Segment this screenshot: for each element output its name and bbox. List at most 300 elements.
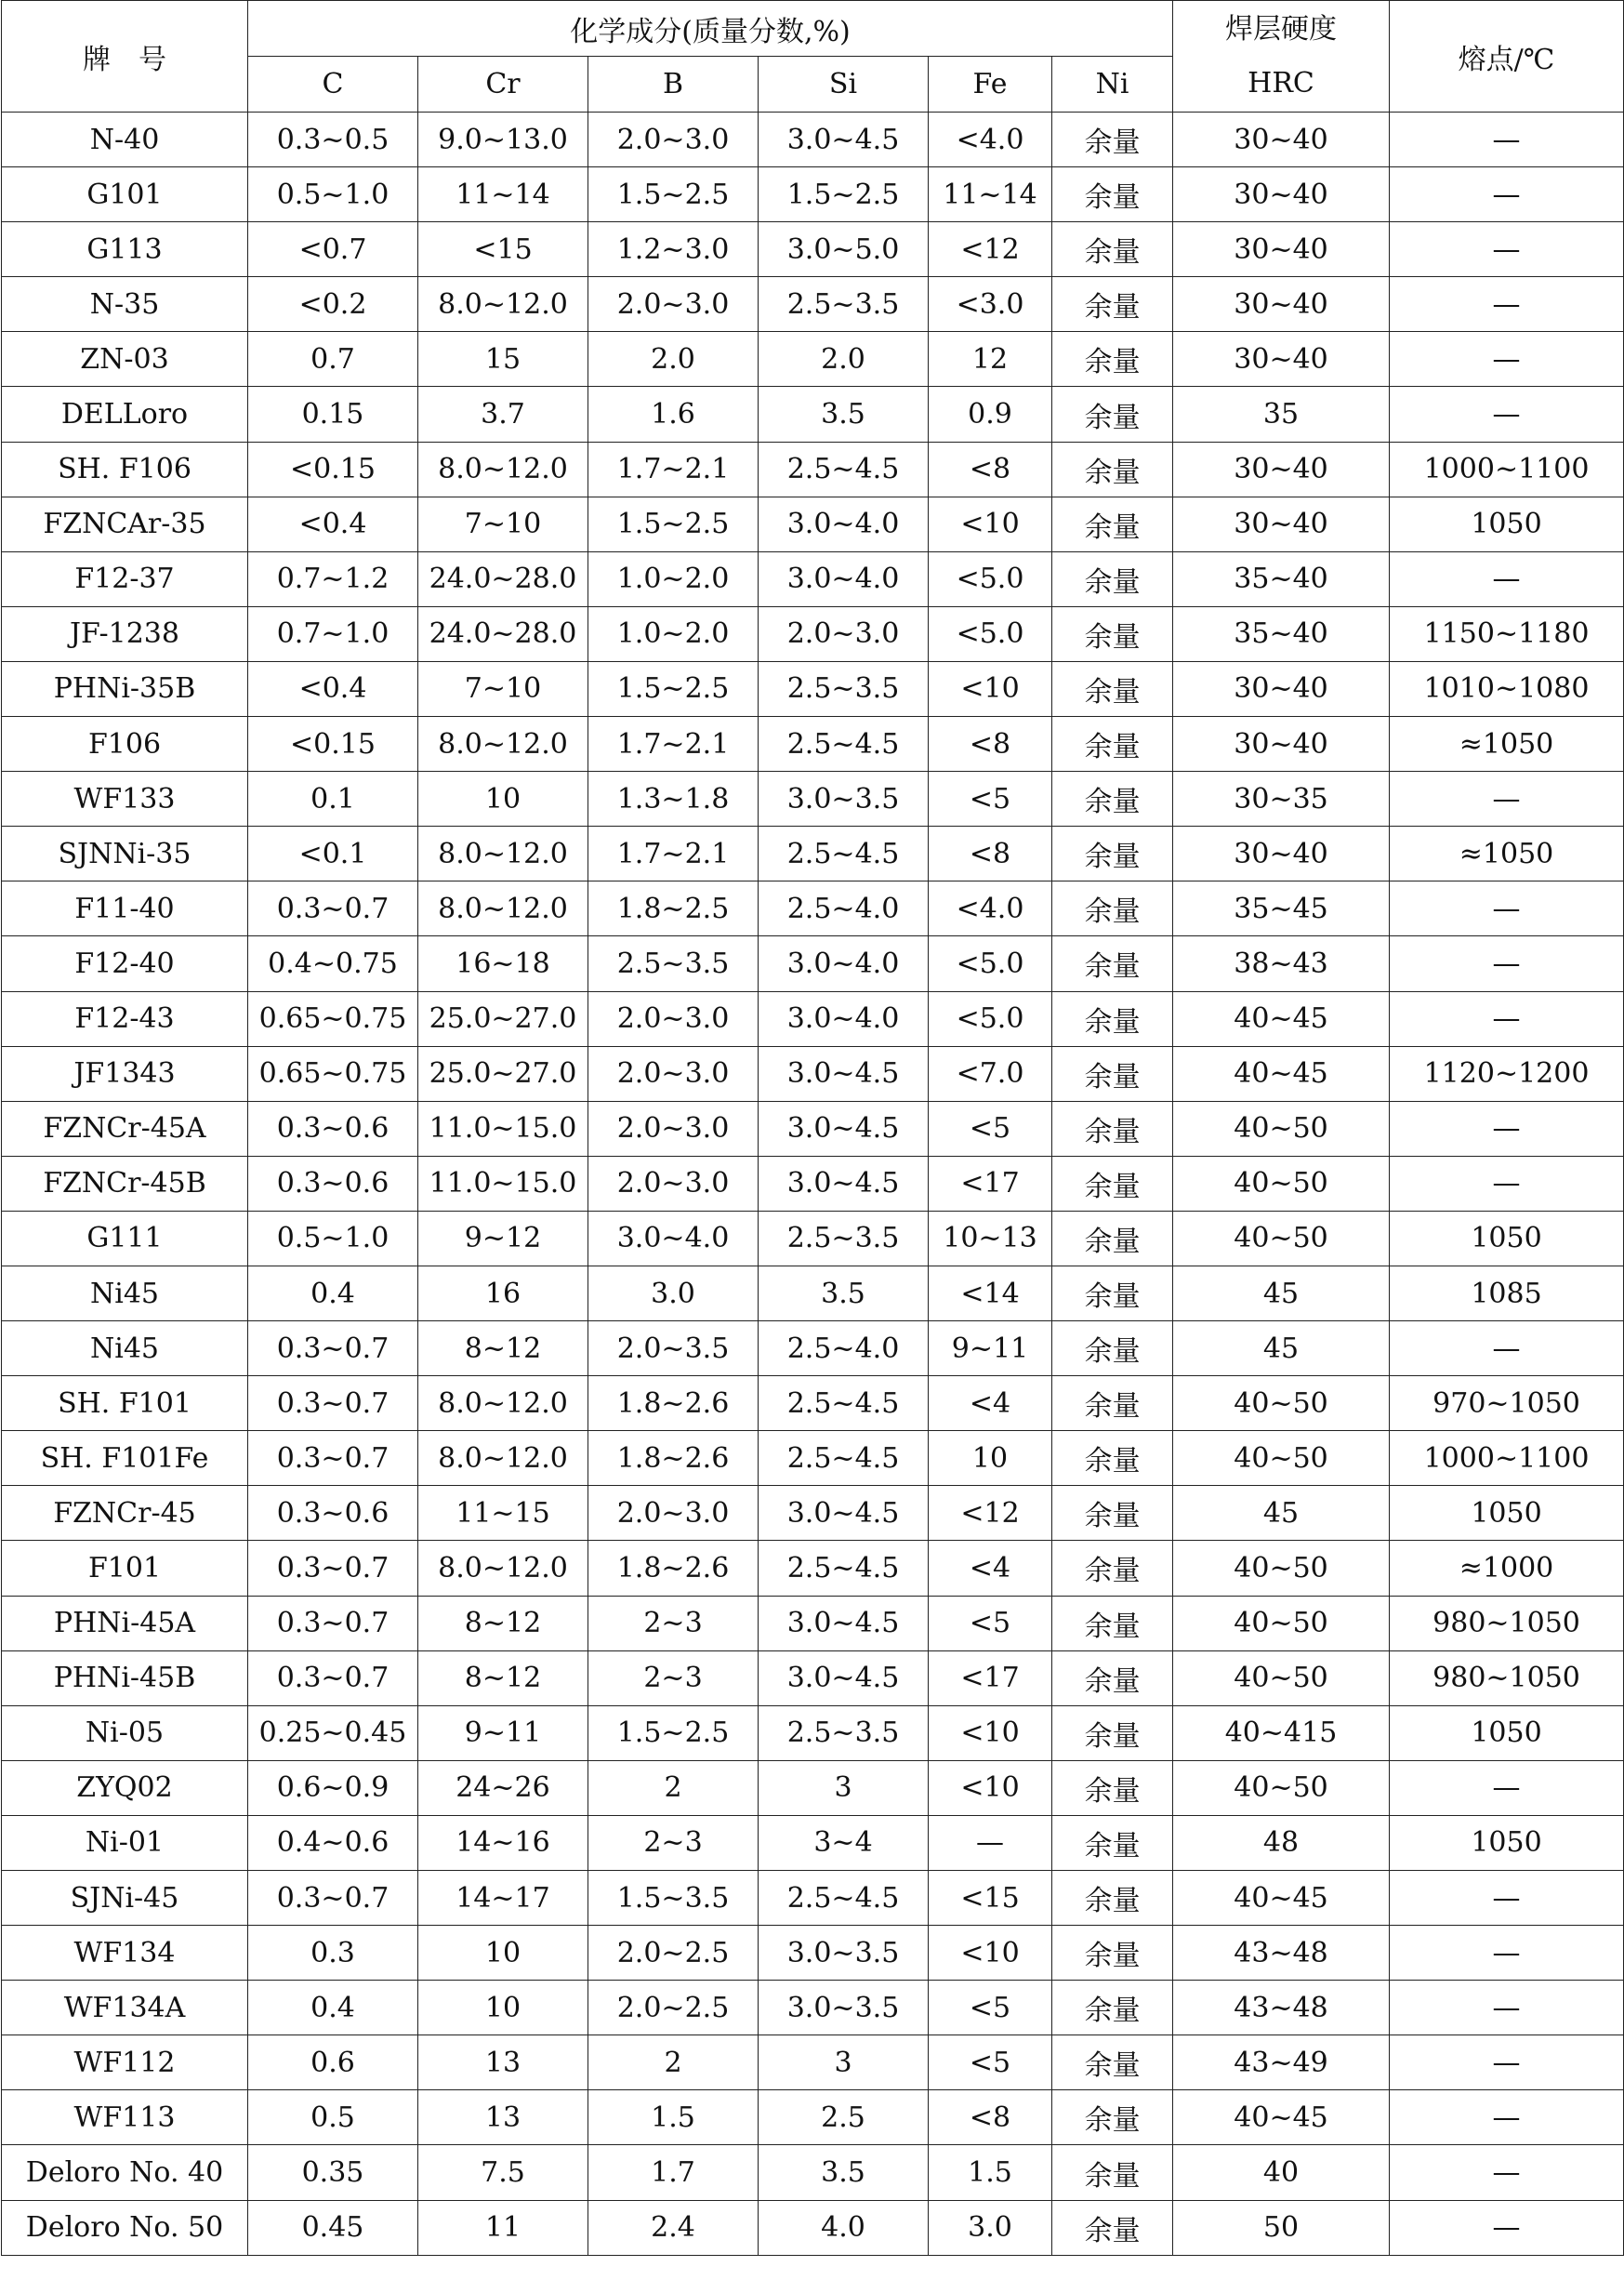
silicon-cell: 1.5~2.5: [759, 167, 929, 222]
carbon-cell: <0.4: [248, 661, 418, 716]
boron-cell: 1.7: [588, 2145, 759, 2200]
table-row: [2, 1871, 1624, 1926]
melting-point-cell: —: [1390, 277, 1624, 332]
hardness-cell: 40~45: [1173, 991, 1390, 1046]
hardness-cell: 40~50: [1173, 1541, 1390, 1596]
boron-cell: 1.2~3.0: [588, 222, 759, 277]
boron-cell: 1.8~2.6: [588, 1431, 759, 1486]
boron-cell: 2~3: [588, 1596, 759, 1650]
hardness-cell: 40~45: [1173, 1046, 1390, 1101]
melting-point-cell: —: [1390, 2035, 1624, 2090]
table-row: [2, 1486, 1624, 1541]
grade-cell: PHNi-45A: [2, 1596, 248, 1650]
grade-cell: FZNCr-45A: [2, 1101, 248, 1156]
iron-cell: 11~14: [929, 167, 1052, 222]
hardness-cell: 40~50: [1173, 1431, 1390, 1486]
iron-cell: <5: [929, 1981, 1052, 2035]
nickel-cell: 余量: [1052, 1705, 1173, 1760]
table-row: [2, 332, 1624, 387]
iron-cell: <8: [929, 442, 1052, 497]
nickel-cell: 余量: [1052, 167, 1173, 222]
melting-point-cell: 1085: [1390, 1266, 1624, 1320]
grade-cell: FZNCr-45: [2, 1486, 248, 1541]
alloy-composition-table: [1, 0, 1624, 2256]
iron-cell: <4.0: [929, 113, 1052, 167]
chromium-cell: 8.0~12.0: [418, 1376, 588, 1431]
boron-cell: 1.5~3.5: [588, 1871, 759, 1926]
hardness-cell: 30~40: [1173, 497, 1390, 551]
silicon-cell: 2.5~4.5: [759, 717, 929, 772]
table-row: [2, 1431, 1624, 1486]
melting-point-column-header: 熔点/℃: [1390, 1, 1624, 113]
table-row: [2, 2200, 1624, 2255]
nickel-cell: 余量: [1052, 2035, 1173, 2090]
hardness-cell: 40~50: [1173, 1156, 1390, 1211]
table-row: [2, 1156, 1624, 1211]
boron-cell: 2.0~3.0: [588, 113, 759, 167]
silicon-cell: 3.0~4.0: [759, 991, 929, 1046]
chromium-cell: 14~16: [418, 1815, 588, 1870]
hardness-cell: 40~50: [1173, 1760, 1390, 1815]
silicon-cell: 3.5: [759, 1266, 929, 1320]
grade-cell: SH. F101: [2, 1376, 248, 1431]
grade-cell: Ni-05: [2, 1705, 248, 1760]
table-row: [2, 1376, 1624, 1431]
boron-cell: 2.0~3.5: [588, 1321, 759, 1376]
silicon-cell: 3.0~4.5: [759, 1486, 929, 1541]
boron-cell: 3.0~4.0: [588, 1211, 759, 1266]
hardness-cell: 30~40: [1173, 717, 1390, 772]
carbon-cell: 0.3: [248, 1926, 418, 1981]
grade-cell: ZN-03: [2, 332, 248, 387]
grade-cell: WF133: [2, 772, 248, 827]
chromium-cell: 11~15: [418, 1486, 588, 1541]
chromium-cell: 8.0~12.0: [418, 827, 588, 881]
melting-point-cell: —: [1390, 991, 1624, 1046]
iron-cell: <4: [929, 1541, 1052, 1596]
hardness-cell: 45: [1173, 1321, 1390, 1376]
carbon-cell: <0.4: [248, 497, 418, 551]
iron-cell: <5: [929, 1101, 1052, 1156]
hardness-header-line2: HRC: [1248, 66, 1314, 99]
iron-cell: <10: [929, 1705, 1052, 1760]
silicon-cell: 4.0: [759, 2200, 929, 2255]
chromium-cell: <15: [418, 222, 588, 277]
silicon-cell: 2.0~3.0: [759, 606, 929, 661]
carbon-cell: 0.4: [248, 1266, 418, 1320]
chromium-cell: 13: [418, 2035, 588, 2090]
hardness-cell: 30~40: [1173, 113, 1390, 167]
hardness-cell: 30~40: [1173, 442, 1390, 497]
iron-cell: <5: [929, 2035, 1052, 2090]
hardness-cell: 35~40: [1173, 551, 1390, 606]
chromium-cell: 24~26: [418, 1760, 588, 1815]
boron-cell: 2.0~3.0: [588, 991, 759, 1046]
element-header-cr: Cr: [418, 57, 588, 113]
grade-cell: SH. F106: [2, 442, 248, 497]
grade-cell: ZYQ02: [2, 1760, 248, 1815]
grade-cell: DELLoro: [2, 387, 248, 442]
hardness-cell: 30~40: [1173, 332, 1390, 387]
nickel-cell: 余量: [1052, 1376, 1173, 1431]
iron-cell: 3.0: [929, 2200, 1052, 2255]
grade-cell: WF134A: [2, 1981, 248, 2035]
grade-cell: JF-1238: [2, 606, 248, 661]
silicon-cell: 3.5: [759, 2145, 929, 2200]
nickel-cell: 余量: [1052, 881, 1173, 936]
carbon-cell: 0.7~1.0: [248, 606, 418, 661]
hardness-cell: 43~48: [1173, 1926, 1390, 1981]
nickel-cell: 余量: [1052, 1486, 1173, 1541]
grade-cell: F101: [2, 1541, 248, 1596]
melting-point-cell: —: [1390, 1760, 1624, 1815]
grade-cell: WF113: [2, 2090, 248, 2145]
table-row: [2, 442, 1624, 497]
hardness-column-header: [1173, 1, 1390, 113]
table-row: [2, 772, 1624, 827]
iron-cell: <8: [929, 827, 1052, 881]
melting-point-cell: ≈1050: [1390, 827, 1624, 881]
melting-point-cell: —: [1390, 772, 1624, 827]
table-row: [2, 2145, 1624, 2200]
carbon-cell: 0.3~0.7: [248, 1376, 418, 1431]
table-row: [2, 277, 1624, 332]
melting-point-cell: 1000~1100: [1390, 442, 1624, 497]
iron-cell: 10: [929, 1431, 1052, 1486]
boron-cell: 2.4: [588, 2200, 759, 2255]
carbon-cell: 0.3~0.6: [248, 1156, 418, 1211]
table-row: [2, 1705, 1624, 1760]
chromium-cell: 8.0~12.0: [418, 881, 588, 936]
chromium-cell: 7~10: [418, 661, 588, 716]
silicon-cell: 3.0~4.0: [759, 497, 929, 551]
table-row: [2, 661, 1624, 716]
melting-point-cell: —: [1390, 2200, 1624, 2255]
nickel-cell: 余量: [1052, 332, 1173, 387]
iron-cell: <14: [929, 1266, 1052, 1320]
melting-point-cell: —: [1390, 332, 1624, 387]
carbon-cell: 0.65~0.75: [248, 991, 418, 1046]
carbon-cell: <0.15: [248, 442, 418, 497]
melting-point-cell: 1050: [1390, 1815, 1624, 1870]
nickel-cell: 余量: [1052, 113, 1173, 167]
hardness-cell: 30~40: [1173, 277, 1390, 332]
silicon-cell: 2.5~4.5: [759, 1541, 929, 1596]
table-row: [2, 1321, 1624, 1376]
grade-cell: FZNCAr-35: [2, 497, 248, 551]
silicon-cell: 3~4: [759, 1815, 929, 1870]
silicon-cell: 2.0: [759, 332, 929, 387]
carbon-cell: 0.4~0.6: [248, 1815, 418, 1870]
grade-cell: PHNi-45B: [2, 1650, 248, 1705]
chromium-cell: 8.0~12.0: [418, 1431, 588, 1486]
boron-cell: 2.5~3.5: [588, 936, 759, 991]
grade-cell: G111: [2, 1211, 248, 1266]
table-row: [2, 881, 1624, 936]
silicon-cell: 3.0~4.5: [759, 1046, 929, 1101]
boron-cell: 1.6: [588, 387, 759, 442]
boron-cell: 1.5~2.5: [588, 661, 759, 716]
grade-cell: F11-40: [2, 881, 248, 936]
iron-cell: 12: [929, 332, 1052, 387]
chromium-cell: 8~12: [418, 1321, 588, 1376]
nickel-cell: 余量: [1052, 936, 1173, 991]
chromium-cell: 25.0~27.0: [418, 991, 588, 1046]
table-row: [2, 387, 1624, 442]
hardness-cell: 48: [1173, 1815, 1390, 1870]
grade-cell: N-40: [2, 113, 248, 167]
hardness-cell: 40~50: [1173, 1376, 1390, 1431]
iron-cell: <5.0: [929, 936, 1052, 991]
iron-cell: <12: [929, 222, 1052, 277]
table-row: [2, 1926, 1624, 1981]
boron-cell: 1.3~1.8: [588, 772, 759, 827]
boron-cell: 2.0~3.0: [588, 1486, 759, 1541]
silicon-cell: 2.5~4.5: [759, 442, 929, 497]
nickel-cell: 余量: [1052, 1156, 1173, 1211]
silicon-cell: 2.5~4.0: [759, 1321, 929, 1376]
boron-cell: 2.0: [588, 332, 759, 387]
boron-cell: 2.0~2.5: [588, 1926, 759, 1981]
hardness-cell: 43~48: [1173, 1981, 1390, 2035]
boron-cell: 1.8~2.6: [588, 1376, 759, 1431]
boron-cell: 1.5~2.5: [588, 167, 759, 222]
iron-cell: <17: [929, 1650, 1052, 1705]
table-row: [2, 497, 1624, 551]
silicon-cell: 3.0~4.5: [759, 1101, 929, 1156]
melting-point-cell: 1150~1180: [1390, 606, 1624, 661]
melting-point-cell: —: [1390, 113, 1624, 167]
boron-cell: 2.0~3.0: [588, 1156, 759, 1211]
silicon-cell: 3.0~4.5: [759, 1650, 929, 1705]
chromium-cell: 11.0~15.0: [418, 1101, 588, 1156]
iron-cell: <8: [929, 2090, 1052, 2145]
table-row: [2, 1981, 1624, 2035]
boron-cell: 1.7~2.1: [588, 442, 759, 497]
nickel-cell: 余量: [1052, 442, 1173, 497]
chromium-cell: 14~17: [418, 1871, 588, 1926]
hardness-cell: 40~45: [1173, 1871, 1390, 1926]
boron-cell: 2: [588, 1760, 759, 1815]
chromium-cell: 10: [418, 1981, 588, 2035]
boron-cell: 1.7~2.1: [588, 717, 759, 772]
nickel-cell: 余量: [1052, 1321, 1173, 1376]
carbon-cell: 0.6: [248, 2035, 418, 2090]
melting-point-cell: —: [1390, 1871, 1624, 1926]
silicon-cell: 3: [759, 2035, 929, 2090]
chromium-cell: 9~12: [418, 1211, 588, 1266]
carbon-cell: 0.3~0.7: [248, 1596, 418, 1650]
table-row: [2, 1046, 1624, 1101]
boron-cell: 2.0~2.5: [588, 1981, 759, 2035]
carbon-cell: 0.5: [248, 2090, 418, 2145]
melting-point-cell: —: [1390, 2145, 1624, 2200]
nickel-cell: 余量: [1052, 2200, 1173, 2255]
chromium-cell: 10: [418, 1926, 588, 1981]
chromium-cell: 15: [418, 332, 588, 387]
carbon-cell: <0.15: [248, 717, 418, 772]
hardness-cell: 40~50: [1173, 1596, 1390, 1650]
chromium-cell: 8.0~12.0: [418, 717, 588, 772]
nickel-cell: 余量: [1052, 1926, 1173, 1981]
iron-cell: —: [929, 1815, 1052, 1870]
silicon-cell: 3: [759, 1760, 929, 1815]
grade-cell: SH. F101Fe: [2, 1431, 248, 1486]
grade-cell: G113: [2, 222, 248, 277]
melting-point-cell: —: [1390, 387, 1624, 442]
nickel-cell: 余量: [1052, 661, 1173, 716]
iron-cell: <15: [929, 1871, 1052, 1926]
carbon-cell: 0.15: [248, 387, 418, 442]
chromium-cell: 8.0~12.0: [418, 1541, 588, 1596]
melting-point-cell: 980~1050: [1390, 1650, 1624, 1705]
table-row: [2, 167, 1624, 222]
boron-cell: 3.0: [588, 1266, 759, 1320]
grade-cell: N-35: [2, 277, 248, 332]
chromium-cell: 8~12: [418, 1650, 588, 1705]
boron-cell: 2~3: [588, 1815, 759, 1870]
silicon-cell: 2.5~3.5: [759, 661, 929, 716]
carbon-cell: <0.2: [248, 277, 418, 332]
chromium-cell: 9~11: [418, 1705, 588, 1760]
nickel-cell: 余量: [1052, 827, 1173, 881]
nickel-cell: 余量: [1052, 1596, 1173, 1650]
hardness-cell: 30~40: [1173, 222, 1390, 277]
boron-cell: 1.5~2.5: [588, 1705, 759, 1760]
grade-cell: FZNCr-45B: [2, 1156, 248, 1211]
nickel-cell: 余量: [1052, 222, 1173, 277]
iron-cell: <10: [929, 1926, 1052, 1981]
boron-cell: 1.8~2.5: [588, 881, 759, 936]
boron-cell: 1.7~2.1: [588, 827, 759, 881]
nickel-cell: 余量: [1052, 1981, 1173, 2035]
carbon-cell: 0.5~1.0: [248, 167, 418, 222]
grade-cell: Deloro No. 40: [2, 2145, 248, 2200]
carbon-cell: 0.3~0.5: [248, 113, 418, 167]
hardness-cell: 35: [1173, 387, 1390, 442]
melting-point-cell: 1050: [1390, 497, 1624, 551]
boron-cell: 1.0~2.0: [588, 551, 759, 606]
chromium-cell: 25.0~27.0: [418, 1046, 588, 1101]
chromium-cell: 8~12: [418, 1596, 588, 1650]
chromium-cell: 11: [418, 2200, 588, 2255]
carbon-cell: 0.5~1.0: [248, 1211, 418, 1266]
hardness-cell: 43~49: [1173, 2035, 1390, 2090]
chromium-cell: 16~18: [418, 936, 588, 991]
grade-cell: F12-40: [2, 936, 248, 991]
chromium-cell: 8.0~12.0: [418, 277, 588, 332]
iron-cell: <3.0: [929, 277, 1052, 332]
chromium-cell: 7~10: [418, 497, 588, 551]
grade-cell: Ni45: [2, 1266, 248, 1320]
boron-cell: 2~3: [588, 1650, 759, 1705]
melting-point-cell: 1120~1200: [1390, 1046, 1624, 1101]
element-header-ni: Ni: [1052, 57, 1173, 113]
table-row: [2, 1101, 1624, 1156]
carbon-cell: 0.6~0.9: [248, 1760, 418, 1815]
melting-point-cell: ≈1000: [1390, 1541, 1624, 1596]
carbon-cell: 0.3~0.7: [248, 1541, 418, 1596]
nickel-cell: 余量: [1052, 1431, 1173, 1486]
carbon-cell: 0.3~0.6: [248, 1486, 418, 1541]
boron-cell: 2.0~3.0: [588, 277, 759, 332]
silicon-cell: 3.0~4.5: [759, 113, 929, 167]
chromium-cell: 8.0~12.0: [418, 442, 588, 497]
grade-column-header: 牌 号: [2, 1, 248, 113]
carbon-cell: 0.4~0.75: [248, 936, 418, 991]
hardness-cell: 30~40: [1173, 661, 1390, 716]
nickel-cell: 余量: [1052, 2145, 1173, 2200]
chromium-cell: 11~14: [418, 167, 588, 222]
melting-point-cell: 1050: [1390, 1486, 1624, 1541]
table-header: [2, 1, 1624, 113]
nickel-cell: 余量: [1052, 1760, 1173, 1815]
iron-cell: <4: [929, 1376, 1052, 1431]
grade-cell: F12-37: [2, 551, 248, 606]
hardness-cell: 45: [1173, 1266, 1390, 1320]
iron-cell: 9~11: [929, 1321, 1052, 1376]
element-header-si: Si: [759, 57, 929, 113]
silicon-cell: 3.0~5.0: [759, 222, 929, 277]
table-row: [2, 222, 1624, 277]
element-header-fe: Fe: [929, 57, 1052, 113]
melting-point-cell: 1010~1080: [1390, 661, 1624, 716]
carbon-cell: 0.7: [248, 332, 418, 387]
boron-cell: 2.0~3.0: [588, 1046, 759, 1101]
element-header-b: B: [588, 57, 759, 113]
nickel-cell: 余量: [1052, 2090, 1173, 2145]
silicon-cell: 2.5~3.5: [759, 277, 929, 332]
grade-cell: F12-43: [2, 991, 248, 1046]
grade-cell: SJNNi-35: [2, 827, 248, 881]
chromium-cell: 7.5: [418, 2145, 588, 2200]
carbon-cell: 0.4: [248, 1981, 418, 2035]
iron-cell: <10: [929, 1760, 1052, 1815]
boron-cell: 1.5~2.5: [588, 497, 759, 551]
hardness-cell: 30~40: [1173, 167, 1390, 222]
chromium-cell: 24.0~28.0: [418, 551, 588, 606]
table-row: [2, 606, 1624, 661]
nickel-cell: 余量: [1052, 1101, 1173, 1156]
chromium-cell: 3.7: [418, 387, 588, 442]
chromium-cell: 16: [418, 1266, 588, 1320]
iron-cell: 1.5: [929, 2145, 1052, 2200]
iron-cell: <4.0: [929, 881, 1052, 936]
silicon-cell: 2.5~4.5: [759, 827, 929, 881]
melting-point-cell: —: [1390, 551, 1624, 606]
chromium-cell: 11.0~15.0: [418, 1156, 588, 1211]
silicon-cell: 2.5~4.5: [759, 1871, 929, 1926]
silicon-cell: 3.0~4.0: [759, 936, 929, 991]
hardness-cell: 40~415: [1173, 1705, 1390, 1760]
chromium-cell: 9.0~13.0: [418, 113, 588, 167]
silicon-cell: 3.5: [759, 387, 929, 442]
boron-cell: 1.5: [588, 2090, 759, 2145]
carbon-cell: 0.65~0.75: [248, 1046, 418, 1101]
melting-point-cell: —: [1390, 1101, 1624, 1156]
table-row: [2, 1541, 1624, 1596]
table-row: [2, 991, 1624, 1046]
carbon-cell: 0.7~1.2: [248, 551, 418, 606]
melting-point-cell: —: [1390, 222, 1624, 277]
grade-cell: Ni-01: [2, 1815, 248, 1870]
carbon-cell: <0.1: [248, 827, 418, 881]
grade-cell: PHNi-35B: [2, 661, 248, 716]
hardness-cell: 40~50: [1173, 1650, 1390, 1705]
table-row: [2, 1815, 1624, 1870]
nickel-cell: 余量: [1052, 1815, 1173, 1870]
iron-cell: <17: [929, 1156, 1052, 1211]
